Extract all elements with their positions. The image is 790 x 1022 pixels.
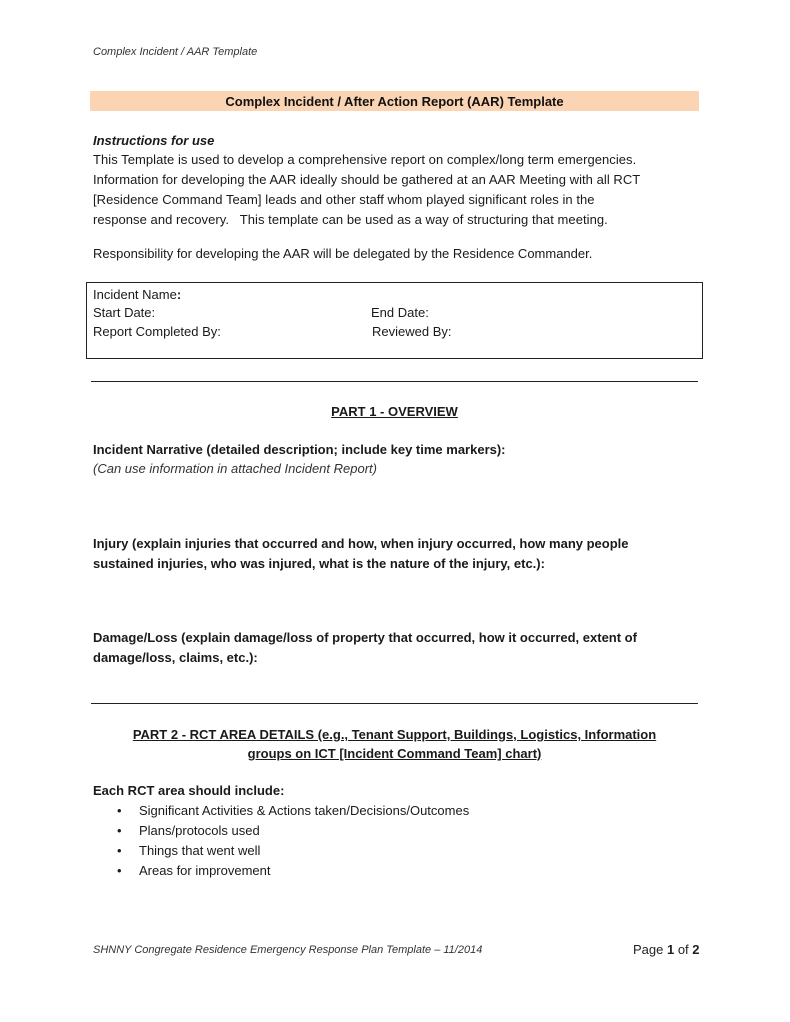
narrative-heading: Incident Narrative (detailed description; include key time markers): bbox=[93, 442, 506, 457]
page-number: Page 1 of 2 bbox=[633, 942, 700, 957]
document-title: Complex Incident / After Action Report (AAR) Template bbox=[225, 93, 564, 109]
incident-name-label: Incident Name bbox=[93, 287, 177, 302]
damage-heading-line: Damage/Loss (explain damage/loss of property that occurred, how it occurred, extent of bbox=[93, 630, 637, 645]
footer-document-name: SHNNY Congregate Residence Emergency Response Plan Template – 11/2014 bbox=[93, 944, 483, 956]
rct-list-heading: Each RCT area should include: bbox=[93, 783, 285, 798]
bullet-icon: • bbox=[117, 823, 122, 838]
rct-include-list bbox=[93, 801, 469, 881]
list-item: • Significant Activities & Actions taken/Decisions/Outcomes bbox=[93, 801, 469, 821]
list-item: • Areas for improvement bbox=[93, 861, 469, 881]
end-date-field[interactable] bbox=[371, 304, 429, 322]
bullet-icon: • bbox=[117, 803, 122, 818]
section-divider bbox=[91, 381, 698, 382]
report-completed-by-label: Report Completed By: bbox=[93, 324, 221, 339]
section-divider bbox=[91, 703, 698, 704]
part2-title bbox=[91, 725, 698, 763]
instructions-line: [Residence Command Team] leads and other staff whom played significant roles in the bbox=[93, 192, 595, 207]
reviewed-by-field[interactable] bbox=[372, 323, 451, 341]
current-page: 1 bbox=[666, 942, 675, 957]
running-header: Complex Incident / AAR Template bbox=[93, 46, 258, 58]
document-title-banner bbox=[90, 91, 699, 111]
list-item: • Things that went well bbox=[93, 841, 469, 861]
report-completed-by-field[interactable] bbox=[93, 323, 221, 341]
instructions-heading: Instructions for use bbox=[93, 133, 215, 148]
incident-name-field[interactable] bbox=[93, 286, 181, 304]
instructions-body bbox=[93, 150, 713, 230]
bullet-icon: • bbox=[117, 863, 122, 878]
responsibility-text: Responsibility for developing the AAR will be delegated by the Residence Commander. bbox=[93, 246, 593, 261]
part2-title-line: PART 2 - RCT AREA DETAILS (e.g., Tenant Support, Buildings, Logistics, Information bbox=[132, 727, 657, 742]
incident-info-box bbox=[86, 282, 703, 359]
total-pages: 2 bbox=[692, 942, 700, 957]
start-date-label: Start Date: bbox=[93, 305, 156, 320]
instructions-line: response and recovery. This template can be used as a way of structuring that meeting. bbox=[93, 212, 608, 227]
injury-heading bbox=[93, 534, 713, 574]
part1-title: PART 1 - OVERVIEW bbox=[331, 404, 458, 419]
injury-heading-line: sustained injuries, who was injured, what is the nature of the injury, etc.): bbox=[93, 556, 545, 571]
reviewed-by-label: Reviewed By: bbox=[372, 324, 452, 339]
incident-name-colon: : bbox=[176, 287, 182, 302]
part2-title-line: groups on ICT [Incident Command Team] chart) bbox=[247, 746, 542, 761]
injury-heading-line: Injury (explain injuries that occurred and how, when injury occurred, how many people bbox=[93, 536, 629, 551]
bullet-icon: • bbox=[117, 843, 122, 858]
list-item: • Plans/protocols used bbox=[93, 821, 469, 841]
end-date-label: End Date: bbox=[371, 305, 429, 320]
damage-heading-line: damage/loss, claims, etc.): bbox=[93, 650, 258, 665]
instructions-line: This Template is used to develop a comprehensive report on complex/long term emergencies. bbox=[93, 152, 637, 167]
instructions-line: Information for developing the AAR ideally should be gathered at an AAR Meeting with all RCT bbox=[93, 172, 641, 187]
start-date-field[interactable] bbox=[93, 304, 155, 322]
narrative-note: (Can use information in attached Incident Report) bbox=[93, 461, 377, 476]
damage-heading bbox=[93, 628, 713, 668]
